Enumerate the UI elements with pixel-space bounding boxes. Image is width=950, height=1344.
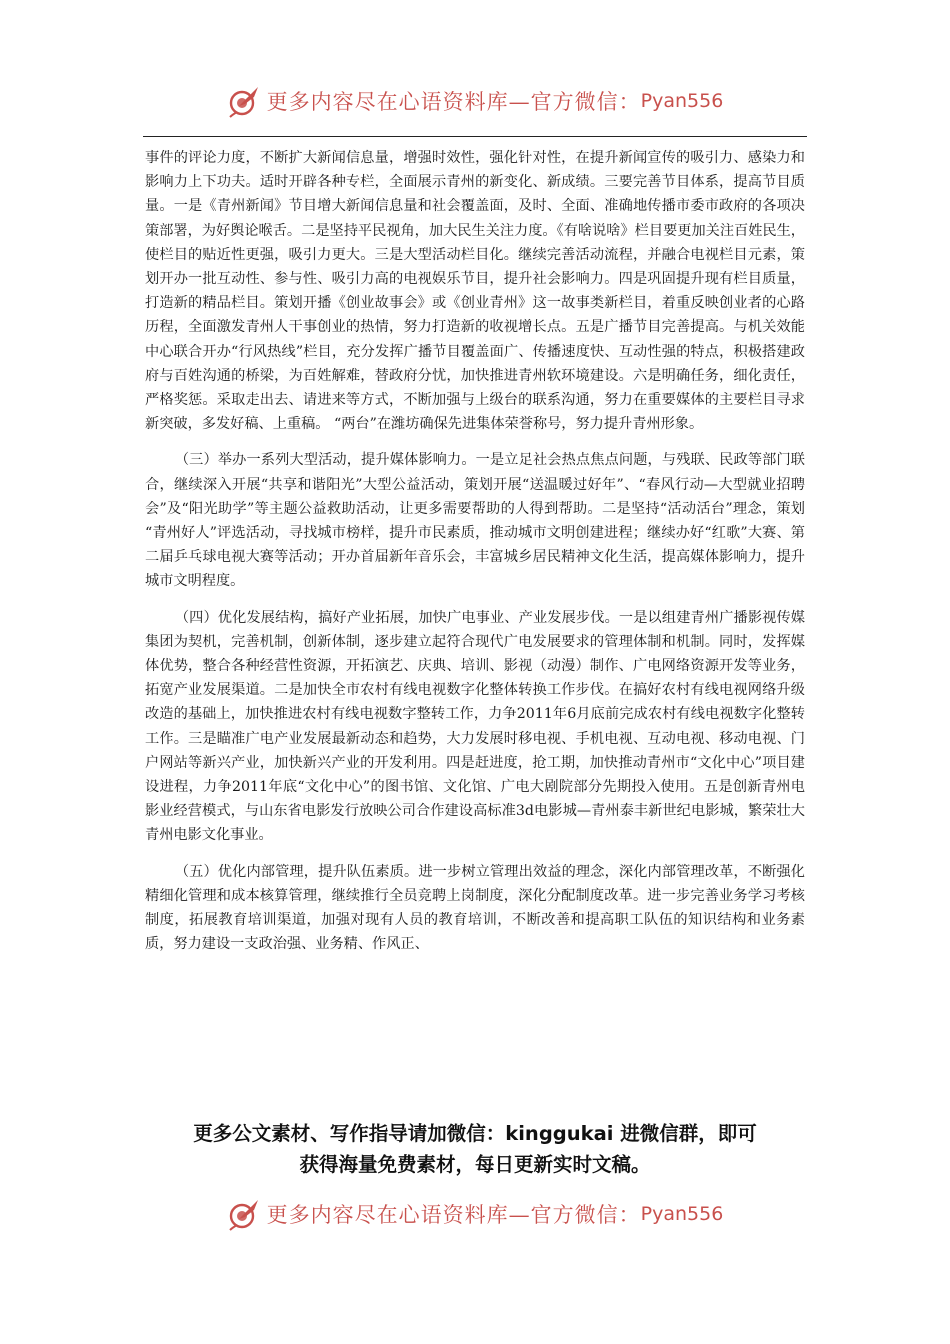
- promo-line-1: 更多公文素材、写作指导请加微信：kinggukai 进微信群，即可: [193, 1122, 757, 1145]
- banner-text: 更多内容尽在心语资料库—官方微信：: [266, 1203, 641, 1227]
- footer-banner: [0, 1197, 950, 1231]
- quill-logo-icon: [227, 1197, 261, 1231]
- document-body: [145, 146, 805, 957]
- body-paragraph: 事件的评论力度，不断扩大新闻信息量，增强时效性，强化针对性，在提升新闻宣传的吸引力、感染力和影响力上下功夫。适时开辟各种专栏，全面展示青州的新变化、新成绩。三要完善节目体系，提高节目质量。一是《青州新闻》节目增大新闻信息量和社会覆盖面，及时、全面、准确地传播市委市政府的各项决策部署，为好舆论喉舌。二是坚持平民视角，加大民生关注力度。《有啥说啥》栏目要更加关注百姓民生，使栏目的贴近性更强，吸引力更大。三是大型活动栏目化。继续完善活动流程，并融合电视栏目元素，策划开办一批互动性、参与性、吸引力高的电视娱乐节目，提升社会影响力。四是巩固提升现有栏目质量，打造新的精品栏目。策划开播《创业故事会》或《创业青州》这一故事类新栏目，着重反映创业者的心路历程，全面激发青州人干事创业的热情，努力打造新的收视增长点。五是广播节目完善提高。与机关效能中心联合开办“行风热线”栏目，充分发挥广播节目覆盖面广、传播速度快、互动性强的特点，积极搭建政府与百姓沟通的桥梁，为百姓解难，替政府分忧，加快推进青州软环境建设。六是明确任务，细化责任，严格奖惩。采取走出去、请进来等方式，不断加强与上级台的联系沟通，努力在重要媒体的主要栏目寻求新突破，多发好稿、上重稿。 “两台”在潍坊确保先进集体荣誉称号，努力提升青州形象。: [145, 150, 805, 433]
- banner-handle: Pyan556: [640, 1203, 724, 1225]
- banner-text: 更多内容尽在心语资料库—官方微信：: [266, 90, 641, 114]
- banner-handle: Pyan556: [640, 90, 724, 112]
- header-divider: [143, 136, 807, 137]
- body-paragraph: （五）优化内部管理，提升队伍素质。进一步树立管理出效益的理念，深化内部管理改革，不断强化精细化管理和成本核算管理，继续推行全员竞聘上岗制度，深化分配制度改革。进一步完善业务学习考核制度，拓展教育培训渠道，加强对现有人员的教育培训，不断改善和提高职工队伍的知识结构和业务素质，努力建设一支政治强、业务精、作风正、: [145, 863, 805, 953]
- body-paragraph: （四）优化发展结构，搞好产业拓展，加快广电事业、产业发展步伐。一是以组建青州广播影视传媒集团为契机，完善机制，创新体制，逐步建立起符合现代广电发展要求的管理体制和机制。同时，发挥媒体优势，整合各种经营性资源，开拓演艺、庆典、培训、影视（动漫）制作、广电网络资源开发等业务，拓宽产业发展渠道。二是加快全市农村有线电视数字化整体转换工作步伐。在搞好农村有线电视网络升级改造的基础上，加快推进农村有线电视数字整转工作，力争2011年6月底前完成农村有线电视数字化整转工作。三是瞄准广电产业发展最新动态和趋势，大力发展时移电视、手机电视、互动电视、移动电视、门户网站等新兴产业，加快新兴产业的开发利用。四是赶进度，抢工期，加快推动青州市“文化中心”项目建设进程，力争2011年底“文化中心”的图书馆、文化馆、广电大剧院部分先期投入使用。五是创新青州电影业经营模式，与山东省电影发行放映公司合作建设高标准3d电影城—青州泰丰新世纪电影城，繁荣壮大青州电影文化事业。: [145, 609, 805, 844]
- header-banner: [0, 84, 950, 118]
- quill-logo-icon: [227, 84, 261, 118]
- promo-notice: [150, 1118, 800, 1180]
- body-paragraph: （三）举办一系列大型活动，提升媒体影响力。一是立足社会热点焦点问题，与残联、民政等部门联合，继续深入开展“共享和谐阳光”大型公益活动，策划开展“送温暖过好年”、“春风行动—大型就业招聘会”及“阳光助学”等主题公益救助活动，让更多需要帮助的人得到帮助。二是坚持“活动活台”理念，策划 “青州好人”评选活动，寻找城市榜样，提升市民素质，推动城市文明创建进程；继续办好“红歌”大赛、第二届乒乓球电视大赛等活动；开办首届新年音乐会，丰富城乡居民精神文化生活，提高媒体影响力，提升城市文明程度。: [145, 452, 805, 590]
- promo-line-2: 获得海量免费素材，每日更新实时文稿。: [299, 1153, 651, 1176]
